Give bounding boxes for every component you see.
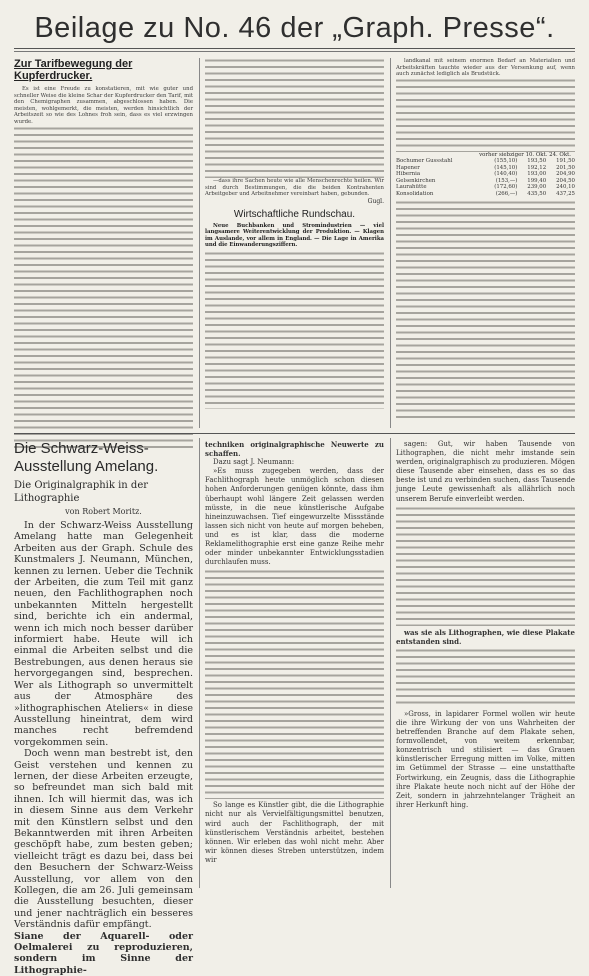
- table-cell: (153,—): [495, 177, 518, 184]
- article-body-text: [14, 126, 193, 451]
- table-cell: 191,50: [556, 158, 575, 165]
- table-cell: Hapener: [396, 164, 420, 171]
- right-body-text: [396, 506, 575, 626]
- table-cell: 193,50: [527, 158, 547, 165]
- stock-price-table: [396, 158, 575, 198]
- exhibition-byline: von Robert Moritz.: [65, 507, 142, 516]
- table-row: [396, 171, 575, 178]
- exhibition-text-2: Doch wenn man bestrebt ist, den Geist verstehen und kennen zu lernen, der diese Arbeiten erzeugte, so befreundet man sich bald mit ihnen. Ich will hiermit das, was ich in diesem Sinne aus dem Verkehr mit den Künstlern selbst und den Bekanntwerden mit ihren Arbeiten geschöpft habe, zum besten geben; vielleicht trägt es dazu bei, dass bei den Besuchern der Schwarz-Weiss Ausstellung, vor allem von den Kollegen, die am 26. Juli gemeinsam die Ausstellung besuchten, dieser und jener nachträglich ein besseres Verständnis dafür empfängt.: [14, 748, 193, 931]
- column3-body-text: [396, 78, 575, 152]
- column3-body-text-2: [396, 200, 575, 420]
- table-cell: Gelsenkirchen: [396, 177, 436, 184]
- table-cell: 199,40: [527, 177, 547, 184]
- article-continuation-text: [205, 58, 384, 178]
- section-heading-rundschau: Wirtschaftliche Rundschau.: [233, 208, 356, 220]
- column-divider: [199, 58, 200, 428]
- mid-intro: Dazu sagt J. Neumann:: [213, 458, 295, 467]
- lower-column-2: [205, 440, 384, 865]
- column-divider: [390, 58, 391, 428]
- table-cell: 192,12: [527, 164, 547, 171]
- table-cell: Hibernia: [396, 171, 421, 178]
- table-cell: Konsolidation: [396, 191, 434, 198]
- table-cell: 437,25: [556, 191, 575, 198]
- right-bold: was sie als Lithographen, wie diese Plakate entstanden sind.: [396, 627, 575, 646]
- table-row: [396, 165, 575, 172]
- article-tail: —dass ihre Sachen heute wie alle Menschenrechte heilen. Wir sind durch Bestimmungen, die die beiden Kontrahenten Arbeitgeber und Arbeitnehmer vereinbart haben, gebunden.: [205, 178, 384, 197]
- mid-text: »Es muss zugegeben werden, dass der Fachlithograph heute unmöglich schon diesen hohen Anforderungen genügen könnte, dass ihm überhaupt wohl längere Zeit gelassen werden müsste, in die neue künstlerische Aufgabe hineinzuwachsen. Tief eingewurzelte Missstände lassen sich nicht von heute auf morgen beheben, und es ist klar, dass die moderne Reklamelithographie erst eine ganze Reihe mehr oder minder unbekannter Entwicklungsstadien durchlaufen muss.: [205, 467, 384, 567]
- exhibition-subtitle: Die Originalgraphik in der Lithographie: [14, 480, 149, 504]
- table-row: [396, 178, 575, 185]
- masthead-rule: [14, 51, 575, 52]
- column-3: [396, 58, 575, 420]
- masthead-title: Beilage zu No. 46 der „Graph. Presse“.: [14, 8, 575, 49]
- table-cell: 239,00: [527, 184, 547, 191]
- table-cell: (266,—): [495, 191, 518, 198]
- table-cell: 204,90: [556, 171, 575, 178]
- table-row: [396, 158, 575, 165]
- newspaper-page: [14, 8, 575, 976]
- lower-column-1: [14, 440, 193, 976]
- table-cell: 193,00: [527, 171, 547, 178]
- table-cell: 201,50: [556, 164, 575, 171]
- rundschau-summary: Neue Buchbanken und Stromindustrien — viel langsamere Weiterentwicklung der Produktion. — Klagen im Auslande, vor allem in England. — Die Lage in Amerika und die Einwanderungsziffern.: [205, 222, 384, 248]
- exhibition-text: In der Schwarz-Weiss Ausstellung Amelang hatte man Gelegenheit Arbeiten aus der Graph. Schule des Kunstmalers J. Neumann, München, kennen zu lernen. Ueber die Technik der Arbeiten, die zum Teil mit ganz neuen, den Fachlithographen noch unbekannten Mitteln hergestellt sind, berichte ich ein andermal, wenn ich mich noch besser darüber informiert habe. Heute will ich einmal die Arbeiten selbst und die Bestrebungen, aus denen heraus sie hervorgegangen sind, besprechen. Wer als Lithograph so unvermittelt aus der Atmosphäre des »lithographischen Ateliers« in diese Ausstellung hineintrat, dem wird manches recht befremdend vorgekommen sein.: [14, 520, 193, 748]
- table-cell: (145,10): [494, 164, 518, 171]
- table-row: [396, 191, 575, 198]
- table-cell: (155,10): [494, 158, 518, 165]
- column-divider: [390, 438, 391, 888]
- article-heading-tarif: Zur Tarifbewegung der Kupferdrucker.: [14, 58, 133, 82]
- table-header: vorher siebziger 10. Okt. 24. Okt.: [479, 151, 571, 158]
- table-cell: Bochumer Gussstahl: [396, 158, 453, 165]
- column-1: [14, 58, 193, 451]
- rundschau-body-text: [205, 251, 384, 409]
- article-lead: Es ist eine Freude zu konstatieren, mit wie guter und schneller Weise die kleine Schar der Kupferdrucker den Tarif, mit den Chemigraphen zusammen, abgeschlossen haben. Die meisten, wohlgemerkt, die meisten, werden hinsichtlich der Arbeitszeit so wie des Lohnes froh sein, dass es viel erzwingen wurde.: [14, 86, 193, 125]
- table-cell: 204,50: [556, 177, 575, 184]
- column-2: [205, 58, 384, 409]
- mid-end: So lange es Künstler gibt, die die Lithographie nicht nur als Vervielfältigungsmittel benutzen, wird auch der Fachlithograph, der mit künstlerischem Verständnis arbeitet, bestehen können. Wir erleben das wohl nicht mehr. Aber wir können dieses Streben unterstützen, indem wir: [205, 801, 384, 864]
- table-cell: 240,10: [556, 184, 575, 191]
- table-row: [396, 184, 575, 191]
- column-divider: [199, 438, 200, 888]
- table-cell: Laurahütte: [396, 184, 427, 191]
- table-cell: 435,50: [527, 191, 547, 198]
- right-text: sagen: Gut, wir haben Tausende von Lithographen, die nicht mehr imstande sein werden, originalgraphisch zu produzieren. Mögen diese Tausende aber einsehen, dass es so das beste ist und zu verbinden suchen, dass Tausende junge Leute gewissenhaft als allährlich noch unserem Berufe einverleibt werden.: [396, 440, 575, 503]
- lower-section: [14, 433, 575, 976]
- lower-column-3: [396, 440, 575, 810]
- mid-heading: techniken originalgraphische Neuwerte zu schaffen.: [205, 440, 384, 459]
- table-cell: (172,60): [494, 184, 518, 191]
- exhibition-text-3: Siane der Aquarell- oder Oelmalerei zu reproduzieren, sondern im Sinne der Lithographie-: [14, 930, 193, 976]
- article-signature: Gugl.: [367, 197, 384, 205]
- column3-lead: landkanal mit seinem enormen Bedarf an Materialien und Arbeitskräften tauchte wieder aus der Versenkung auf, wenn auch zunächst lediglich als Brudstück.: [396, 58, 575, 77]
- exhibition-heading: Die Schwarz-Weiss-Ausstellung Amelang.: [14, 440, 159, 475]
- right-body-text-2: [396, 648, 575, 708]
- table-cell: (140,40): [494, 171, 518, 178]
- right-end: »Gross, in lapidarer Formel wollen wir heute die ihre Wirkung der von uns Wahrheiten der betreffenden Branche auf dem Plakate sehen, formvollendet, von weitem erkennbar, konzentrisch und stilisiert — das Grauen künstlerischer Erregung mitten im Volke, mitten im Getümmel der Strasse — eine unstatthafte Fortwirkung, ein Zeugnis, dass die Lithographie ihre Plakate heute noch nicht auf der Höhe der Zeit, sondern in jahrzehntelanger Trägheit an ihrer Herkunft hing.: [396, 709, 575, 809]
- mid-body-text: [205, 569, 384, 799]
